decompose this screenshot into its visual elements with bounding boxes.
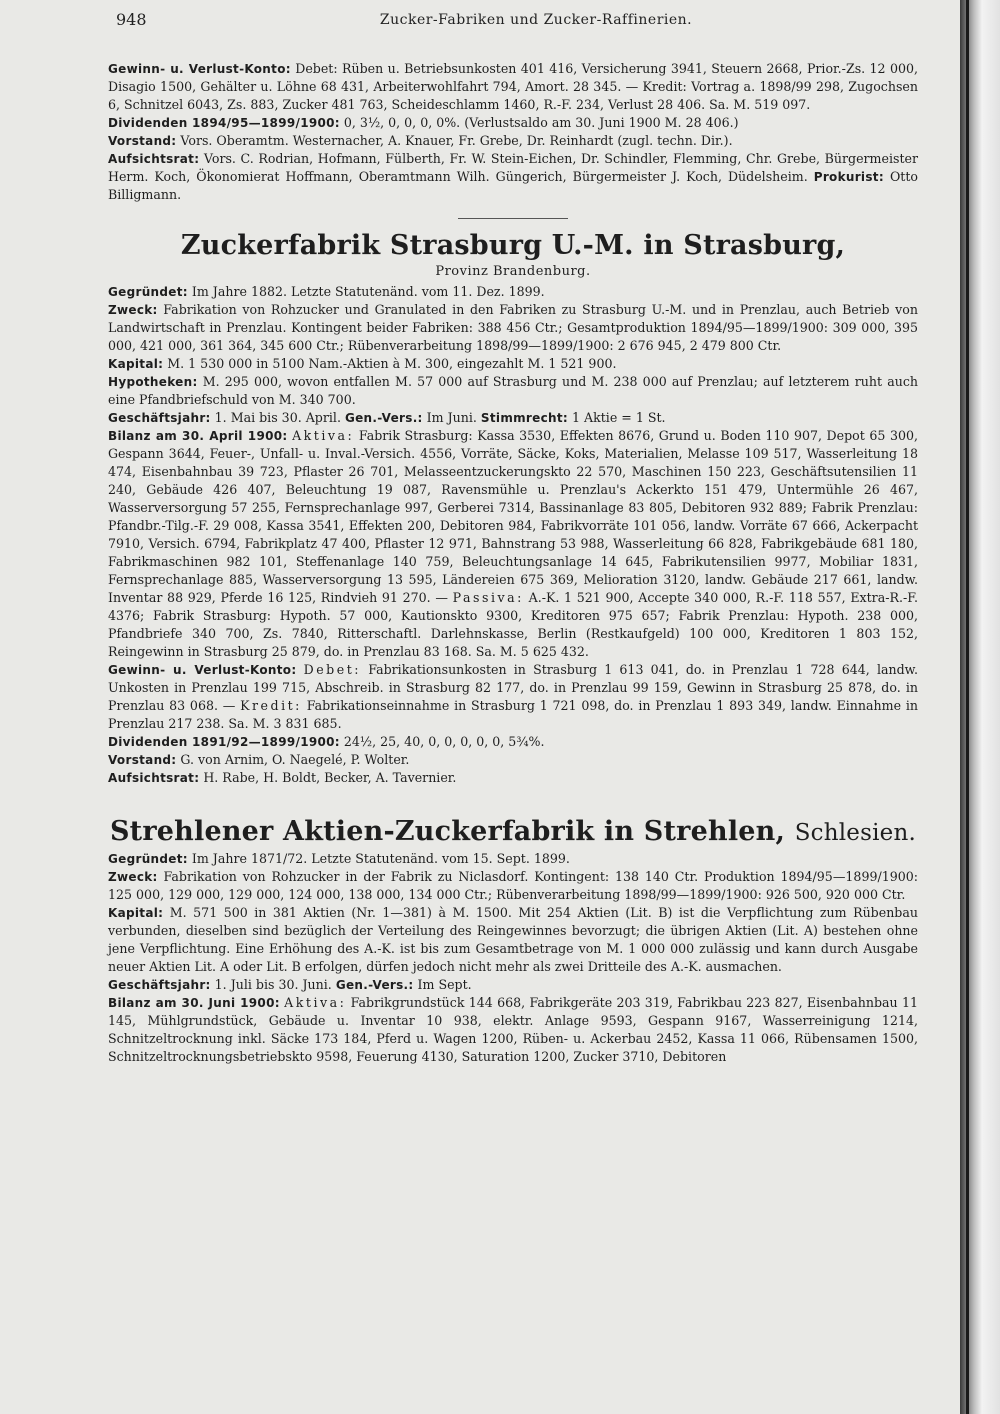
company-title: Zuckerfabrik Strasburg U.-M. in Strasburg, xyxy=(180,230,846,261)
running-title: Zucker-Fabriken und Zucker-Raffinerien. xyxy=(379,12,693,28)
entry-text: Fabrikgrundstück 144 668, Fabrikgeräte 203 319, Fabrikbau 223 827, Eisenbahnbau 11 145, Mühlgrundstück, Gebäude u. Inventar 10 938, elektr. Anlage 9593, Gespann 9167, Wasserreinigung 1214, Schnitzeltrocknung inkl. Säcke 173 184, Pferd u. Wagen 1200, Rüben- u. Ackerbau 2452, Kassa 11 066, Rübensamen 1500, Schnitzeltrocknungsbetriebskto 9598, Feuerung 4130, Saturation 1200, Zucker 3710, Debitoren xyxy=(108,995,918,1064)
bilanz-entry xyxy=(108,427,918,661)
vorstand-entry xyxy=(108,751,918,769)
entry-label: Geschäftsjahr: xyxy=(108,411,211,425)
bilanz-entry xyxy=(108,994,918,1066)
kapital-entry xyxy=(108,904,918,976)
entry-text: Im Jahre 1871/72. Letzte Statutenänd. vom 15. Sept. 1899. xyxy=(191,851,570,866)
entry-label: Kapital: xyxy=(108,906,164,920)
entry-label: Gegründet: xyxy=(108,285,188,299)
company-subtitle: Provinz Brandenburg. xyxy=(435,264,591,279)
entry-text: M. 295 000, wovon entfallen M. 57 000 auf Strasburg und M. 238 000 auf Prenzlau; auf letzterem ruht auch eine Pfandbriefschuld von M. 340 700. xyxy=(108,374,918,407)
section-divider xyxy=(458,218,568,219)
entry-label: Dividenden 1891/92—1899/1900: xyxy=(108,735,340,749)
aktiva-word: Aktiva: xyxy=(292,428,355,443)
hypotheken-entry xyxy=(108,373,918,409)
geschaeftsjahr-entry xyxy=(108,976,918,994)
entry-text: M. 1 530 000 in 5100 Nam.-Aktien à M. 300, eingezahlt M. 1 521 900. xyxy=(167,356,617,371)
prev-dividend-entry xyxy=(108,114,918,132)
gegruendet-entry xyxy=(108,850,918,868)
entry-text: Fabrikationsunkosten in Strasburg 1 613 041, do. in Prenzlau 1 728 644, landw. Unkosten in Prenzlau 199 715, Abschreib. in Strasburg 82 177, do. in Prenzlau 99 159, Gewinn in Strasburg 25 878, do. in Prenzlau 83 068. — xyxy=(108,662,918,713)
gen-vers-text: Im Juni. xyxy=(426,410,477,425)
entry-text: Fabrikation von Rohzucker in der Fabrik zu Niclasdorf. Kontingent: 138 140 Ctr. Produktion 1894/95—1899/1900: 125 000, 129 000, 129 000, 124 000, 138 000, 134 000 Ctr.; Rübenverarbeitung 1898/99—1899/1900: 926 500, 920 000 Ctr. xyxy=(108,869,919,902)
entry-text: 0, 3½, 0, 0, 0, 0%. (Verlustsaldo am 30. Juni 1900 M. 28 406.) xyxy=(343,115,739,130)
entry-label: Gewinn- u. Verlust-Konto: xyxy=(108,62,291,76)
running-header xyxy=(116,10,956,34)
entry-text: 1. Juli bis 30. Juni. xyxy=(214,977,332,992)
entry-text: G. von Arnim, O. Naegelé, P. Wolter. xyxy=(180,752,410,767)
entry-text: Vors. Oberamtm. Westernacher, A. Knauer, Fr. Grebe, Dr. Reinhardt (zugl. techn. Dir.). xyxy=(180,133,733,148)
stimmrecht-label: Stimmrecht: xyxy=(480,411,568,425)
prokurist-text: Otto Billigmann. xyxy=(108,169,918,202)
kredit-word: Kredit: xyxy=(240,698,302,713)
entry-text: Fabrik Strasburg: Kassa 3530, Effekten 8676, Grund u. Boden 110 907, Depot 65 300, Gespann 3644, Feuer-, Unfall- u. Inval.-Versich. 4556, Vorräte, Säcke, Koks, Materialien, Melasse 109 517, Wasserleitung 18 474, Eisenbahnbau 39 723, Pflaster 26 701, Melasseentzuckerungskto 22 570, Maschinen 150 223, Geschäftsutensilien 11 240, Gebäude 426 407, Beleuchtung 19 087, Ravensmühle u. Prenzlau's Ackerkto 151 479, Untermühle 26 467, Wasserversorgung 57 255, Fernsprechanlage 997, Gerberei 7314, Bassinanlage 83 805, Debitoren 932 889; Fabrik Prenzlau: Pfandbr.-Tilg.-F. 29 008, Kassa 3541, Effekten 200, Debitoren 984, Fabrikvorräte 101 056, landw. Vorräte 67 666, Ackerpacht 7910, Versich. 6794, Fabrikplatz 47 400, Pflaster 12 971, Bahnstrang 53 988, Wasserleitung 66 828, Fabrikgebäude 681 180, Fabrikmaschinen 982 101, Steffenanlage 140 759, Beleuchtungsanlage 14 645, Fabrikutensilien 9977, Mobiliar 1831, Fernsprechanlage 885, Wasserversorgung 13 595, Ländereien 675 369, Melioration 3120, landw. Gebäude 217 661, landw. Inventar 88 929, Pferde 16 125, Rindvieh 91 270. — xyxy=(108,428,918,605)
prev-vorstand-entry xyxy=(108,132,918,150)
entry-label: Zweck: xyxy=(108,303,158,317)
stimmrecht-text: 1 Aktie = 1 St. xyxy=(572,410,666,425)
entry-label: Vorstand: xyxy=(108,753,177,767)
prokurist-label: Prokurist: xyxy=(813,170,884,184)
company-title-main: Strehlener Aktien-Zuckerfabrik in Strehlen, xyxy=(109,816,786,847)
entry-text: Debet: Rüben u. Betriebsunkosten 401 416, Versicherung 3941, Steuern 2668, Prior.-Zs. 12 000, Disagio 1500, Gehälter u. Löhne 68 431, Arbeiterwohlfahrt 794, Amort. 28 345. — Kredit: Vortrag a. 1898/99 298, Zugochsen 6, Schnitzel 6043, Zs. 883, Zucker 481 763, Scheideschlamm 1460, R.-F. 234, Verlust 28 406. Sa. M. 519 097. xyxy=(108,61,918,112)
gegruendet-entry xyxy=(108,283,918,301)
entry-text: 1. Mai bis 30. April. xyxy=(214,410,341,425)
entry-text: M. 571 500 in 381 Aktien (Nr. 1—381) à M. 1500. Mit 254 Aktien (Lit. B) ist die Verpflichtung zum Rübenbau verbunden, dieselben sind bezüglich der Verteilung des Reingewinnes bevorzugt; die übrigen Aktien (Lit. A) bestehen ohne jene Verpflichtung. Eine Erhöhung des A.-K. ist bis zum Gesamtbetrage von M. 1 000 000 zulässig und kann durch Ausgabe neuer Aktien Lit. A oder Lit. B erfolgen, dürfen jedoch nicht mehr als zwei Dritteile des A.-K. ausmachen. xyxy=(108,905,918,974)
entry-label: Bilanz am 30. Juni 1900: xyxy=(108,996,280,1010)
entry-text: Im Jahre 1882. Letzte Statutenänd. vom 11. Dez. 1899. xyxy=(191,284,545,299)
entry-label: Aufsichtsrat: xyxy=(108,771,200,785)
prev-aufsichtsrat-entry xyxy=(108,150,918,204)
gen-vers-text: Im Sept. xyxy=(417,977,472,992)
entry-label: Bilanz am 30. April 1900: xyxy=(108,429,288,443)
dividenden-entry xyxy=(108,733,918,751)
gen-vers-label: Gen.-Vers.: xyxy=(335,978,414,992)
aufsichtsrat-entry xyxy=(108,769,918,787)
entry-label: Zweck: xyxy=(108,870,158,884)
geschaeftsjahr-entry xyxy=(108,409,918,427)
entry-text: Fabrikation von Rohzucker und Granulated in den Fabriken zu Strasburg U.-M. und in Prenzlau, auch Betrieb von Landwirtschaft in Prenzlau. Kontingent beider Fabriken: 388 456 Ctr.; Gesamtproduktion 1894/95—1899/1900: 309 000, 395 000, 421 000, 361 364, 345 600 Ctr.; Rübenverarbeitung 1898/99—1899/1900: 2 676 945, 2 479 800 Ctr. xyxy=(108,302,918,353)
entry-label: Gegründet: xyxy=(108,852,188,866)
entry-label: Aufsichtsrat: xyxy=(108,152,200,166)
entry-text: A.-K. 1 521 900, Accepte 340 000, R.-F. 118 557, Extra-R.-F. 4376; Fabrik Strasburg: Hypoth. 57 000, Kautionskto 9300, Kreditoren 975 657; Fabrik Prenzlau: Hypoth. 238 000, Pfandbriefe 340 700, Zs. 7840, Ritterschaftl. Darlehnskasse, Berlin (Restkaufgeld) 100 000, Kreditoren 1 803 152, Reingewinn in Strasburg 25 879, do. in Prenzlau 83 168. Sa. M. 5 625 432. xyxy=(108,590,918,659)
company-title-location: Schlesien. xyxy=(794,820,917,846)
debet-word: Debet: xyxy=(303,662,361,677)
passiva-word: Passiva: xyxy=(452,590,524,605)
entry-label: Hypotheken: xyxy=(108,375,198,389)
entry-label: Dividenden 1894/95—1899/1900: xyxy=(108,116,340,130)
entry-text: Fabrikationseinnahme in Strasburg 1 721 098, do. in Prenzlau 1 893 349, landw. Einnahme in Prenzlau 217 238. Sa. M. 3 831 685. xyxy=(108,698,918,731)
section-gap xyxy=(108,787,918,815)
entry-label: Kapital: xyxy=(108,357,164,371)
guv-entry xyxy=(108,661,918,733)
page-content xyxy=(108,60,918,1066)
zweck-entry xyxy=(108,301,918,355)
aktiva-word: Aktiva: xyxy=(284,995,347,1010)
gen-vers-label: Gen.-Vers.: xyxy=(344,411,423,425)
entry-text: H. Rabe, H. Boldt, Becker, A. Tavernier. xyxy=(203,770,457,785)
entry-label: Vorstand: xyxy=(108,134,177,148)
entry-text: 24½, 25, 40, 0, 0, 0, 0, 0, 5¾%. xyxy=(343,734,545,749)
prev-guv-entry xyxy=(108,60,918,114)
entry-label: Geschäftsjahr: xyxy=(108,978,211,992)
entry-text: Vors. C. Rodrian, Hofmann, Fülberth, Fr. W. Stein-Eichen, Dr. Schindler, Flemming, Chr. Grebe, Bürgermeister Herm. Koch, Ökonomierat Hoffmann, Oberamtmann Wilh. Güngerich, Bürgermeister J. Koch, Düdelsheim. xyxy=(108,151,918,184)
page-edge-line xyxy=(966,0,969,1414)
zweck-entry xyxy=(108,868,918,904)
kapital-entry xyxy=(108,355,918,373)
company-title xyxy=(108,815,918,850)
entry-label: Gewinn- u. Verlust-Konto: xyxy=(108,663,297,677)
page-number: 948 xyxy=(116,10,147,29)
